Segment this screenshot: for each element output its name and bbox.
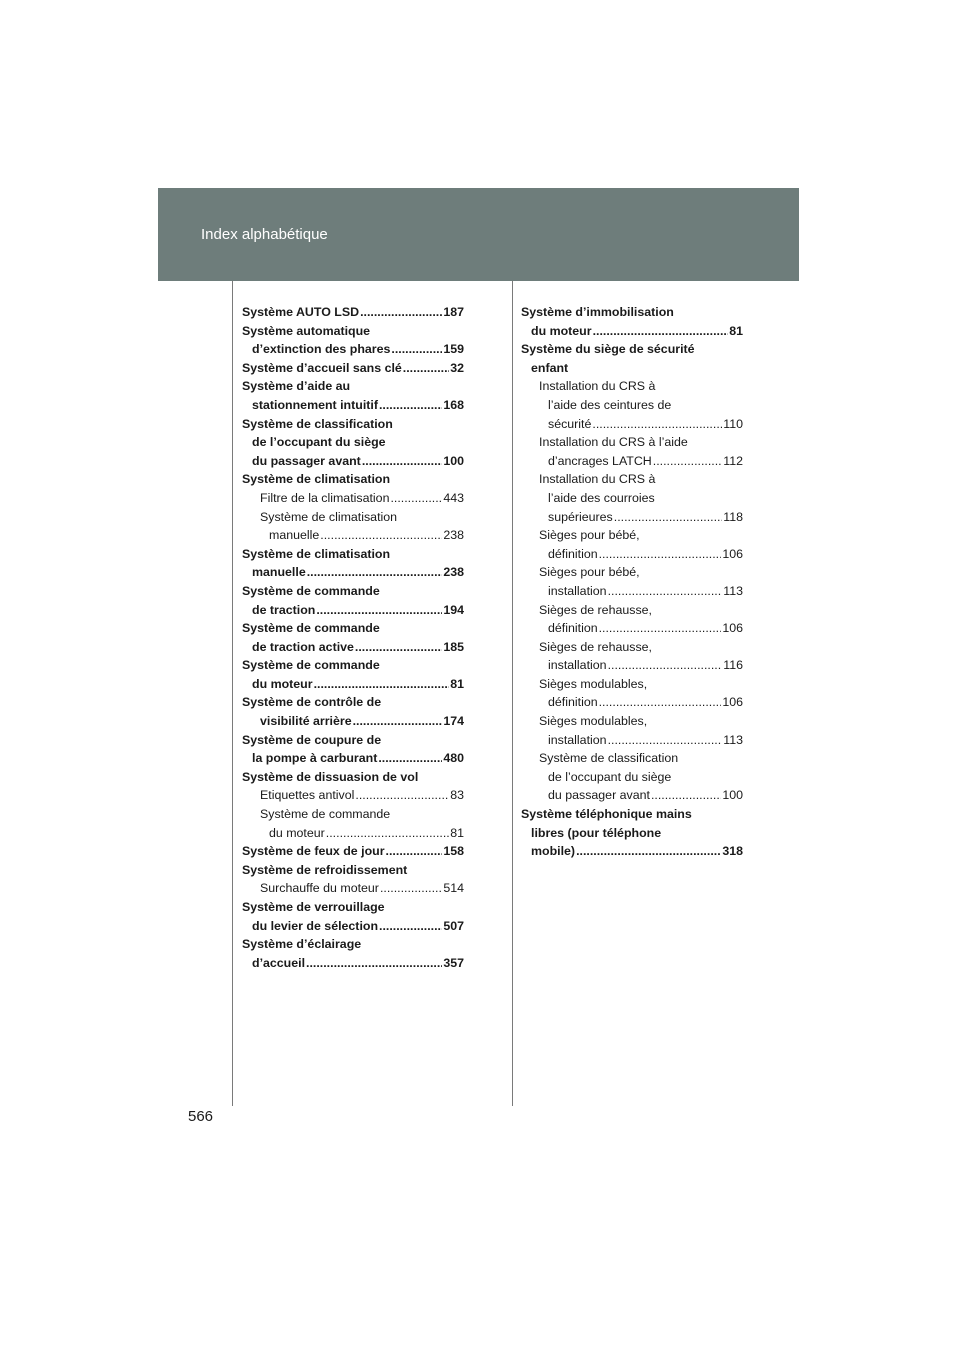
index-entry	[521, 526, 743, 563]
index-line	[242, 786, 464, 805]
index-term: installation	[548, 658, 607, 673]
index-line	[521, 396, 743, 415]
index-line	[521, 340, 743, 359]
index-line	[521, 619, 743, 638]
index-term: de traction	[252, 602, 316, 617]
dot-leader	[651, 786, 721, 805]
index-term: Filtre de la climatisation	[260, 490, 390, 505]
index-term: supérieures	[548, 509, 613, 524]
index-line	[242, 656, 464, 675]
index-entry	[521, 805, 743, 861]
index-entry	[242, 656, 464, 693]
middle-column-rule	[512, 281, 513, 1106]
dot-leader	[614, 508, 722, 527]
page-number: 566	[188, 1108, 214, 1125]
index-term: installation	[548, 583, 607, 598]
index-entry	[242, 377, 464, 414]
index-term: du moteur	[531, 323, 592, 338]
index-line	[242, 563, 464, 582]
index-term: mobile)	[531, 844, 576, 859]
index-term: Système de coupure de	[242, 732, 382, 747]
index-line	[521, 359, 743, 378]
page-reference: 110	[723, 416, 743, 431]
index-term: Sièges de rehausse,	[539, 602, 652, 617]
index-line	[242, 433, 464, 452]
index-line	[521, 303, 743, 322]
index-entry	[242, 322, 464, 359]
index-term: stationnement intuitif	[252, 397, 378, 412]
dot-leader	[599, 545, 722, 564]
index-entry	[242, 935, 464, 972]
index-line	[521, 693, 743, 712]
index-line	[521, 731, 743, 750]
index-line	[521, 322, 743, 341]
index-entry	[242, 470, 464, 489]
index-entry	[521, 563, 743, 600]
index-entry	[521, 470, 743, 526]
index-term: visibilité arrière	[260, 714, 352, 729]
index-term: Système de climatisation	[260, 509, 398, 524]
index-line	[242, 582, 464, 601]
index-term: Système d’accueil sans clé	[242, 360, 402, 375]
page-reference: 443	[443, 490, 464, 505]
index-term: Système de dissuasion de vol	[242, 769, 419, 784]
index-term: Sièges modulables,	[539, 676, 648, 691]
index-term: de traction active	[252, 639, 354, 654]
index-term: Système de refroidissement	[242, 862, 408, 877]
page-reference: 113	[723, 583, 743, 598]
index-line	[242, 768, 464, 787]
index-line	[242, 879, 464, 898]
page-reference: 81	[450, 676, 464, 691]
index-term: sécurité	[548, 416, 592, 431]
index-term: Système de classification	[242, 416, 393, 431]
index-entry	[242, 786, 464, 805]
index-line	[521, 545, 743, 564]
dot-leader	[608, 582, 723, 601]
page-reference: 100	[722, 788, 743, 803]
index-line	[242, 415, 464, 434]
page-reference: 113	[723, 732, 743, 747]
index-entry	[242, 303, 464, 322]
index-term: du passager avant	[252, 453, 361, 468]
index-entry	[242, 582, 464, 619]
index-line	[242, 452, 464, 471]
index-term: Etiquettes antivol	[260, 788, 355, 803]
page-reference: 106	[722, 546, 743, 561]
dot-leader	[599, 693, 722, 712]
index-term: Système d’éclairage	[242, 937, 362, 952]
index-line	[521, 452, 743, 471]
index-entry	[242, 731, 464, 768]
index-term: l’aide des courroies	[548, 490, 655, 505]
index-term: Sièges modulables,	[539, 714, 648, 729]
dot-leader	[326, 824, 449, 843]
page-reference: 159	[443, 342, 464, 357]
dot-leader	[379, 917, 442, 936]
index-line	[521, 433, 743, 452]
index-entry	[521, 433, 743, 470]
index-term: Système AUTO LSD	[242, 305, 360, 319]
dot-leader	[362, 452, 443, 471]
index-term: de l’occupant du siège	[252, 435, 386, 450]
page-reference: 32	[450, 360, 464, 375]
page-reference: 514	[443, 881, 464, 896]
index-column-right	[521, 303, 743, 861]
index-column-left	[242, 303, 464, 972]
dot-leader	[353, 712, 443, 731]
index-line	[521, 526, 743, 545]
index-line	[242, 508, 464, 527]
page-reference: 81	[450, 825, 464, 840]
dot-leader	[608, 731, 723, 750]
index-entry	[242, 489, 464, 508]
page-reference: 100	[443, 453, 464, 468]
index-line	[521, 415, 743, 434]
index-term: l’aide des ceintures de	[548, 397, 672, 412]
index-entry	[521, 601, 743, 638]
index-line	[521, 749, 743, 768]
index-term: Système automatique	[242, 323, 371, 338]
index-term: Système téléphonique mains	[521, 807, 692, 822]
index-term: Système de commande	[242, 658, 380, 673]
index-term: du levier de sélection	[252, 918, 379, 933]
index-term: Système d’immobilisation	[521, 305, 674, 319]
index-line	[521, 377, 743, 396]
index-term: du moteur	[269, 825, 325, 840]
index-term: Installation du CRS à	[539, 379, 656, 394]
index-line	[242, 917, 464, 936]
index-term: du passager avant	[548, 788, 650, 803]
page-reference: 238	[443, 528, 464, 543]
index-line	[521, 470, 743, 489]
dot-leader	[360, 303, 442, 322]
index-entry	[521, 675, 743, 712]
index-line	[521, 786, 743, 805]
index-entry	[242, 768, 464, 787]
page-reference: 112	[723, 453, 743, 468]
index-term: Système de climatisation	[242, 546, 391, 561]
page-reference: 168	[443, 397, 464, 412]
dot-leader	[378, 749, 442, 768]
index-term: Installation du CRS à l’aide	[539, 435, 688, 450]
index-line	[521, 563, 743, 582]
index-entry	[242, 898, 464, 935]
index-term: du moteur	[252, 676, 313, 691]
dot-leader	[316, 601, 442, 620]
index-line	[242, 489, 464, 508]
index-line	[242, 898, 464, 917]
index-line	[242, 861, 464, 880]
dot-leader	[307, 563, 443, 582]
index-line	[242, 377, 464, 396]
index-term: définition	[548, 621, 598, 636]
page-reference: 81	[729, 323, 743, 338]
page-reference: 158	[443, 844, 464, 859]
index-line	[521, 842, 743, 861]
index-term: manuelle	[269, 528, 320, 543]
index-entry	[521, 340, 743, 377]
index-term: Système de classification	[539, 751, 679, 766]
dot-leader	[386, 842, 443, 861]
index-term: de l’occupant du siège	[548, 769, 672, 784]
index-line	[242, 731, 464, 750]
index-term: installation	[548, 732, 607, 747]
index-line	[521, 582, 743, 601]
index-line	[242, 954, 464, 973]
index-line	[242, 935, 464, 954]
index-entry	[242, 805, 464, 842]
dot-leader	[608, 656, 723, 675]
index-line	[242, 824, 464, 843]
page-reference: 83	[450, 788, 464, 803]
index-line	[521, 805, 743, 824]
index-entry	[242, 359, 464, 378]
dot-leader	[599, 619, 722, 638]
index-entry	[242, 693, 464, 730]
index-entry	[521, 712, 743, 749]
index-term: Sièges de rehausse,	[539, 639, 652, 654]
index-term: manuelle	[252, 565, 306, 580]
dot-leader	[390, 489, 442, 508]
index-line	[242, 749, 464, 768]
index-line	[521, 675, 743, 694]
index-term: la pompe à carburant	[252, 751, 378, 766]
index-term: Système de verrouillage	[242, 900, 385, 914]
index-entry	[242, 861, 464, 880]
index-term: libres (pour téléphone	[531, 825, 662, 840]
index-term: Système de contrôle de	[242, 695, 382, 710]
page-reference: 357	[443, 955, 464, 970]
index-line	[521, 601, 743, 620]
page-reference: 194	[443, 602, 464, 617]
index-entry	[242, 508, 464, 545]
index-line	[242, 359, 464, 378]
index-line	[521, 638, 743, 657]
index-line	[242, 693, 464, 712]
dot-leader	[355, 786, 449, 805]
index-term: enfant	[531, 360, 569, 375]
dot-leader	[379, 396, 442, 415]
index-line	[242, 545, 464, 564]
section-title: Index alphabétique	[201, 226, 328, 243]
index-entry	[521, 749, 743, 805]
page-reference: 318	[722, 844, 743, 859]
page-reference: 106	[722, 695, 743, 710]
index-line	[521, 508, 743, 527]
index-entry	[242, 545, 464, 582]
page-reference: 480	[443, 751, 464, 766]
dot-leader	[320, 526, 442, 545]
page-reference: 187	[443, 305, 464, 319]
dot-leader	[391, 340, 442, 359]
index-line	[242, 675, 464, 694]
index-entry	[242, 619, 464, 656]
index-line	[242, 396, 464, 415]
index-entry	[242, 842, 464, 861]
index-term: Système de commande	[242, 583, 380, 598]
index-line	[521, 768, 743, 787]
index-term: Système de commande	[260, 807, 391, 822]
index-line	[242, 303, 464, 322]
dot-leader	[403, 359, 449, 378]
index-term: d’ancrages LATCH	[548, 453, 652, 468]
index-term: Sièges pour bébé,	[539, 565, 640, 580]
index-line	[242, 638, 464, 657]
index-term: Système de feux de jour	[242, 844, 385, 859]
index-term: d’extinction des phares	[252, 342, 391, 357]
left-column-rule	[232, 281, 233, 1106]
page-reference: 106	[722, 621, 743, 636]
index-term: Système du siège de sécurité	[521, 342, 695, 357]
page-reference: 116	[723, 658, 743, 673]
index-line	[242, 712, 464, 731]
index-line	[242, 805, 464, 824]
dot-leader	[380, 879, 442, 898]
dot-leader	[306, 954, 442, 973]
index-term: Sièges pour bébé,	[539, 528, 640, 543]
page-reference: 238	[443, 565, 464, 580]
page-reference: 185	[443, 639, 464, 654]
page-reference: 174	[443, 714, 464, 729]
index-line	[242, 842, 464, 861]
index-line	[521, 712, 743, 731]
index-line	[521, 656, 743, 675]
index-term: définition	[548, 695, 598, 710]
index-line	[242, 619, 464, 638]
header-band	[158, 188, 799, 281]
index-entry	[521, 303, 743, 340]
index-entry	[242, 415, 464, 471]
dot-leader	[592, 415, 722, 434]
index-line	[242, 322, 464, 341]
index-term: d’accueil	[252, 955, 306, 970]
index-line	[242, 601, 464, 620]
index-line	[521, 489, 743, 508]
index-line	[242, 526, 464, 545]
page-reference: 118	[723, 509, 743, 524]
dot-leader	[593, 322, 729, 341]
index-line	[242, 340, 464, 359]
index-term: Surchauffe du moteur	[260, 881, 379, 896]
index-entry	[521, 638, 743, 675]
index-term: Système de climatisation	[242, 472, 391, 487]
index-term: définition	[548, 546, 598, 561]
index-term: Installation du CRS à	[539, 472, 656, 487]
dot-leader	[576, 842, 721, 861]
page-reference: 507	[443, 918, 464, 933]
index-line	[242, 470, 464, 489]
dot-leader	[355, 638, 442, 657]
index-term: Système de commande	[242, 621, 380, 636]
index-entry	[521, 377, 743, 433]
dot-leader	[653, 452, 722, 471]
index-line	[521, 824, 743, 843]
index-entry	[242, 879, 464, 898]
index-term: Système d’aide au	[242, 379, 351, 394]
dot-leader	[314, 675, 450, 694]
